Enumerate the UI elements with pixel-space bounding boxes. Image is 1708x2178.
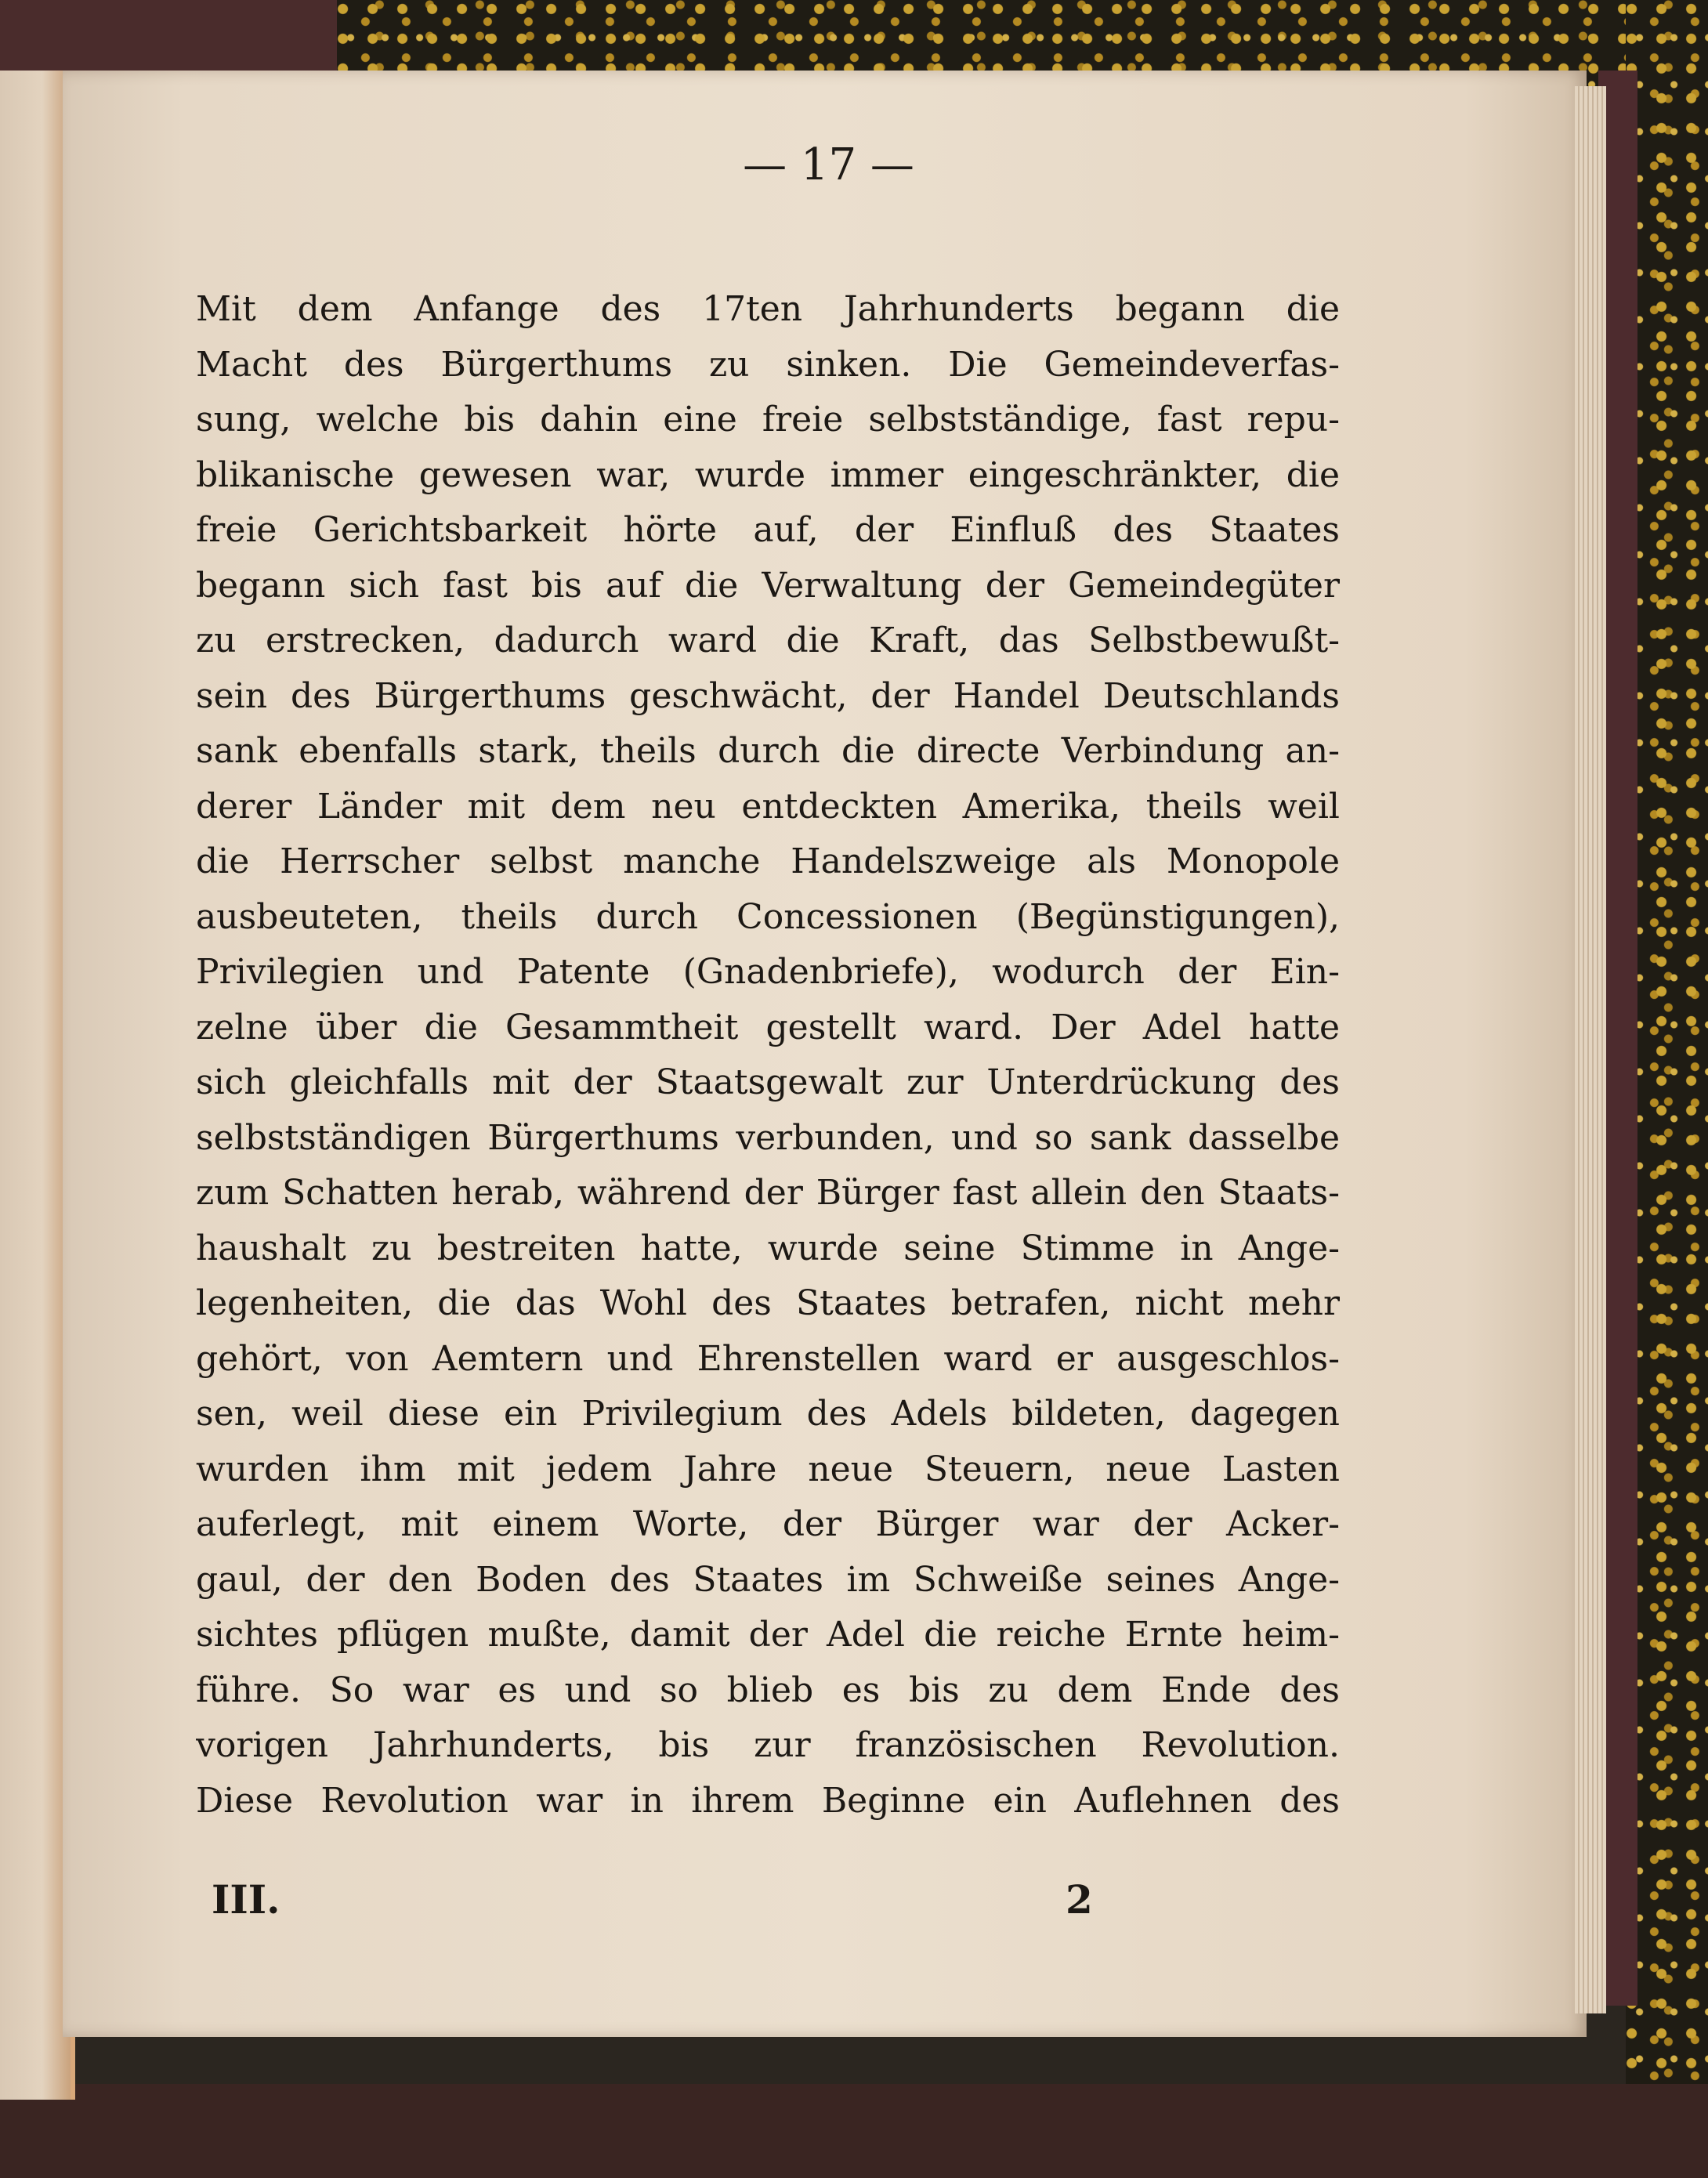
text-line: sichtes pflügen mußte, damit der Adel die reiche Ernte heim- — [196, 1615, 1340, 1655]
text-line: legenheiten, die das Wohl des Staates betrafen, nicht mehr — [196, 1283, 1340, 1323]
page-footer — [212, 1876, 1199, 1939]
text-line: haushalt zu bestreiten hatte, wurde seine Stimme in Ange- — [196, 1228, 1340, 1268]
text-line: sich gleichfalls mit der Staatsgewalt zur Unterdrückung des — [196, 1062, 1340, 1102]
text-line: zum Schatten herab, während der Bürger fast allein den Staats- — [196, 1173, 1340, 1213]
text-line: wurden ihm mit jedem Jahre neue Steuern, neue Lasten — [196, 1449, 1340, 1489]
text-line: selbstständigen Bürgerthums verbunden, und so sank dasselbe — [196, 1117, 1340, 1158]
page-block-edges — [1575, 86, 1606, 2013]
text-line: freie Gerichtsbarkeit hörte auf, der Einfluß des Staates — [196, 510, 1340, 550]
text-line: begann sich fast bis auf die Verwaltung der Gemeindegüter — [196, 565, 1340, 606]
signature-mark: III. — [212, 1876, 280, 1923]
text-line: vorigen Jahrhunderts, bis zur französischen Revolution. — [196, 1725, 1340, 1765]
text-line: die Herrscher selbst manche Handelszweige als Monopole — [196, 841, 1340, 881]
text-line: sank ebenfalls stark, theils durch die directe Verbindung an- — [196, 731, 1340, 771]
text-line: Privilegien und Patente (Gnadenbriefe), wodurch der Ein- — [196, 952, 1340, 992]
text-line: ausbeuteten, theils durch Concessionen (Begünstigungen), — [196, 896, 1340, 937]
page-header: — 17 — — [743, 139, 914, 190]
text-line: auferlegt, mit einem Worte, der Bürger war der Acker- — [196, 1504, 1340, 1544]
text-line: derer Länder mit dem neu entdeckten Amerika, theils weil — [196, 786, 1340, 827]
text-line: blikanische gewesen war, wurde immer eingeschränkter, die — [196, 454, 1340, 495]
text-line: führe. So war es und so blieb es bis zu dem Ende des — [196, 1670, 1340, 1710]
book-cover-bottom — [0, 2084, 1708, 2178]
text-line: zelne über die Gesammtheit gestellt ward. Der Adel hatte — [196, 1007, 1340, 1047]
text-line: sein des Bürgerthums geschwächt, der Handel Deutschlands — [196, 675, 1340, 716]
body-text — [196, 282, 1340, 1829]
text-line: zu erstrecken, dadurch ward die Kraft, das Selbstbewußt- — [196, 620, 1340, 660]
text-line: sen, weil diese ein Privilegium des Adels bildeten, dagegen — [196, 1394, 1340, 1434]
text-line: gaul, der den Boden des Staates im Schweiße seines Ange- — [196, 1559, 1340, 1600]
text-line: sung, welche bis dahin eine freie selbstständige, fast repu- — [196, 400, 1340, 440]
text-line: Mit dem Anfange des 17ten Jahrhunderts begann die — [196, 289, 1340, 329]
marbled-endpaper-right — [1626, 0, 1708, 2178]
text-line: Diese Revolution war in ihrem Beginne ein Auflehnen des — [196, 1780, 1340, 1821]
text-line: Macht des Bürgerthums zu sinken. Die Gemeindeverfas- — [196, 344, 1340, 385]
folio-number: 2 — [1066, 1876, 1093, 1923]
text-line: gehört, von Aemtern und Ehrenstellen ward er ausgeschlos- — [196, 1338, 1340, 1379]
